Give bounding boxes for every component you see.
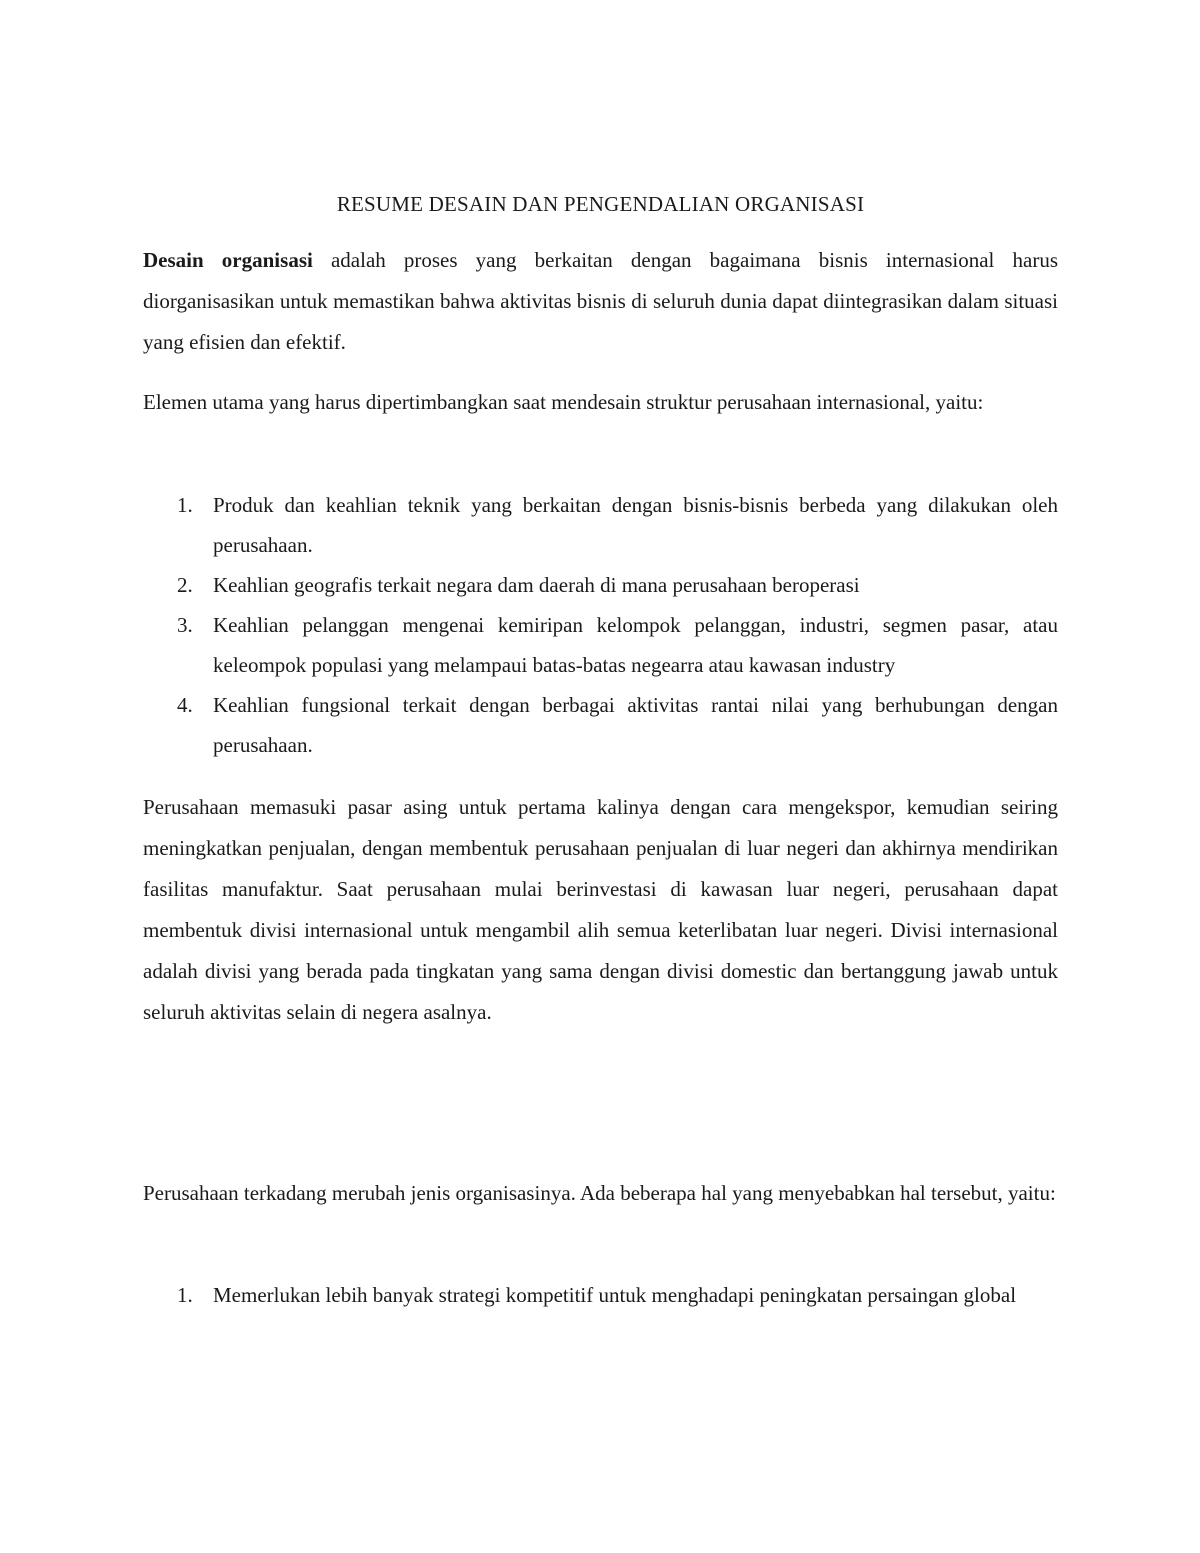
- paragraph-definition-text: adalah proses yang berkaitan dengan bagaimana bisnis internasional harus diorganisasikan untuk memastikan bahwa aktivitas bisnis di seluruh dunia dapat diintegrasikan dalam situasi yang efisien dan efektif.: [143, 248, 1058, 354]
- bold-term: Desain organisasi: [143, 248, 313, 272]
- paragraph-market-entry: Perusahaan memasuki pasar asing untuk pertama kalinya dengan cara mengekspor, kemudian seiring meningkatkan penjualan, dengan membentuk perusahaan penjualan di luar negeri dan akhirnya mendirikan fasilitas manufaktur. Saat perusahaan mulai berinvestasi di kawasan luar negeri, perusahaan dapat membentuk divisi internasional untuk mengambil alih semua keterlibatan luar negeri. Divisi internasional adalah divisi yang berada pada tingkatan yang sama dengan divisi domestic dan bertanggung jawab untuk seluruh aktivitas selain di negera asalnya.: [143, 795, 1058, 1024]
- list-item: [143, 565, 1058, 605]
- paragraph-elements-intro: Elemen utama yang harus dipertimbangkan saat mendesain struktur perusahaan internasional, yaitu:: [143, 390, 984, 414]
- paragraph-organization-change: Perusahaan terkadang merubah jenis organisasinya. Ada beberapa hal yang menyebabkan hal tersebut, yaitu:: [143, 1181, 1056, 1205]
- list-number: 4.: [177, 693, 193, 717]
- paragraph-definition: [143, 240, 1058, 363]
- list-item-text: Memerlukan lebih banyak strategi kompetitif untuk menghadapi peningkatan persaingan global: [213, 1283, 1017, 1307]
- list-item-text: Keahlian pelanggan mengenai kemiripan kelompok pelanggan, industri, segmen pasar, atau keleompok populasi yang melampaui batas-batas negearra atau kawasan industry: [213, 613, 1058, 677]
- list-item-text: Keahlian fungsional terkait dengan berbagai aktivitas rantai nilai yang berhubungan dengan perusahaan.: [213, 693, 1058, 757]
- list-number: 1.: [177, 493, 193, 517]
- list-number: 3.: [177, 613, 193, 637]
- list-item: [143, 485, 1058, 565]
- reasons-list: [143, 1275, 1058, 1315]
- list-item: [143, 605, 1058, 685]
- list-item: [143, 1275, 1058, 1315]
- list-number: 1.: [177, 1283, 193, 1307]
- elements-list: [143, 485, 1058, 765]
- document-title: RESUME DESAIN DAN PENGENDALIAN ORGANISASI: [336, 192, 865, 216]
- list-number: 2.: [177, 573, 193, 597]
- list-item-text: Keahlian geografis terkait negara dam daerah di mana perusahaan beroperasi: [213, 573, 860, 597]
- list-item: [143, 685, 1058, 765]
- list-item-text: Produk dan keahlian teknik yang berkaitan dengan bisnis-bisnis berbeda yang dilakukan oleh perusahaan.: [213, 493, 1058, 557]
